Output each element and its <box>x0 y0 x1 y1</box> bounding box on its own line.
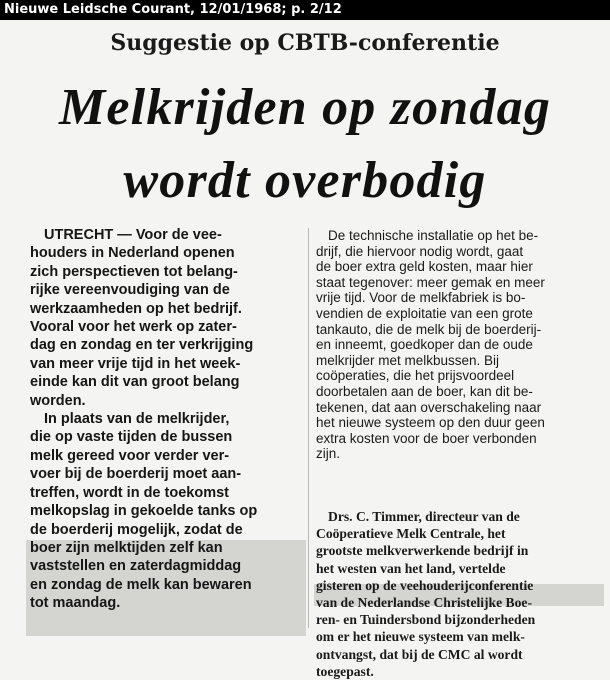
text-line: einde kan dit van groot belang <box>30 374 240 391</box>
text-line: vendien de exploitatie van een grote <box>316 305 533 321</box>
text-line: toegepast. <box>316 663 374 679</box>
source-header-bar <box>0 0 610 20</box>
text-line: tankauto, die de melk bij de boerderij- <box>316 321 542 337</box>
text-line: ren- en Tuindersbond bijzonderheden <box>316 612 536 628</box>
text-line: de boer extra geld kosten, maar hier <box>316 259 533 275</box>
text-line: het westen van het land, vertelde <box>316 560 506 576</box>
text-line: Coöperatieve Melk Centrale, het <box>316 526 506 542</box>
text-line: voer bij de boerderij moet aan- <box>30 466 242 483</box>
source-caption: Nieuwe Leidsche Courant, 12/01/1968; p. 2/12 <box>4 2 342 17</box>
text-line: ontvangst, dat bij de CMC al wordt <box>316 646 523 662</box>
text-line: UTRECHT — Voor de vee- <box>44 227 222 243</box>
text-line: extra kosten voor de boer verbonden <box>316 430 537 446</box>
text-line: worden. <box>30 392 86 409</box>
text-line: om er het nieuwe systeem van melk- <box>316 629 525 645</box>
text-line: werkzaamheden op het bedrijf. <box>30 300 242 317</box>
text-line: Vooral voor het werk op zater- <box>30 319 237 336</box>
text-line: van meer vrije tijd in het week- <box>30 355 241 372</box>
text-line: Drs. C. Timmer, directeur van de <box>328 509 520 524</box>
text-line: en inneemt, goedkoper dan de oude <box>316 337 533 353</box>
text-line: tot maandag. <box>30 595 121 612</box>
right-column-paragraph-2 <box>316 508 602 680</box>
text-line: dag en zondag en ter verkrijging <box>30 337 254 354</box>
text-line: drijf, die hiervoor nodig wordt, gaat <box>316 243 524 259</box>
text-line: staat tegenover: meer gemak en meer <box>316 274 545 290</box>
text-line: vrije tijd. Voor de melkfabriek is bo- <box>316 290 526 306</box>
left-column <box>30 226 302 613</box>
text-line: boer zijn melktijden zelf kan <box>30 539 223 556</box>
text-line: In plaats van de melkrijder, <box>44 411 230 428</box>
right-column-paragraph-1 <box>316 228 602 462</box>
text-line: de boerderij mogelijk, zodat de <box>30 521 243 538</box>
text-line: grootste melkverwerkende bedrijf in <box>316 543 529 559</box>
text-line: melk gereed voor verder ver- <box>30 447 230 464</box>
text-line: en zondag de melk kan bewaren <box>30 576 252 593</box>
text-line: tekenen, dat aan overschakeling naar <box>316 399 542 415</box>
text-line: het nieuwe systeem op den duur geen <box>316 415 545 431</box>
headline-line-2: wordt overbodig <box>123 152 487 209</box>
text-line: gisteren op de veehouderijconferentie <box>316 577 534 593</box>
text-line: die op vaste tijden de bussen <box>30 429 233 446</box>
text-line: melkrijder met melkbussen. Bij <box>316 352 500 368</box>
text-line: rijke vereenvoudiging van de <box>30 282 230 299</box>
text-line: coöperaties, die het prijsvoordeel <box>316 368 515 384</box>
text-line: vaststellen en zaterdagmiddag <box>30 558 242 575</box>
text-line: zich perspectieven tot belang- <box>30 263 238 280</box>
text-line: houders in Nederland openen <box>30 245 235 262</box>
text-line: melkopslag in gekoelde tanks op <box>30 503 258 520</box>
article-kicker: Suggestie op CBTB-conferentie <box>110 30 500 56</box>
text-line: van de Nederlandse Christelijke Boe- <box>316 595 532 611</box>
text-line: zijn. <box>316 446 341 462</box>
headline-line-1: Melkrijden op zondag <box>58 79 552 136</box>
text-line: treffen, wordt in de toekomst <box>30 484 229 501</box>
text-line: doorbetalen aan de boer, kan dit be- <box>316 383 533 399</box>
text-line: De technische installatie op het be- <box>328 228 539 243</box>
column-divider <box>308 228 309 628</box>
